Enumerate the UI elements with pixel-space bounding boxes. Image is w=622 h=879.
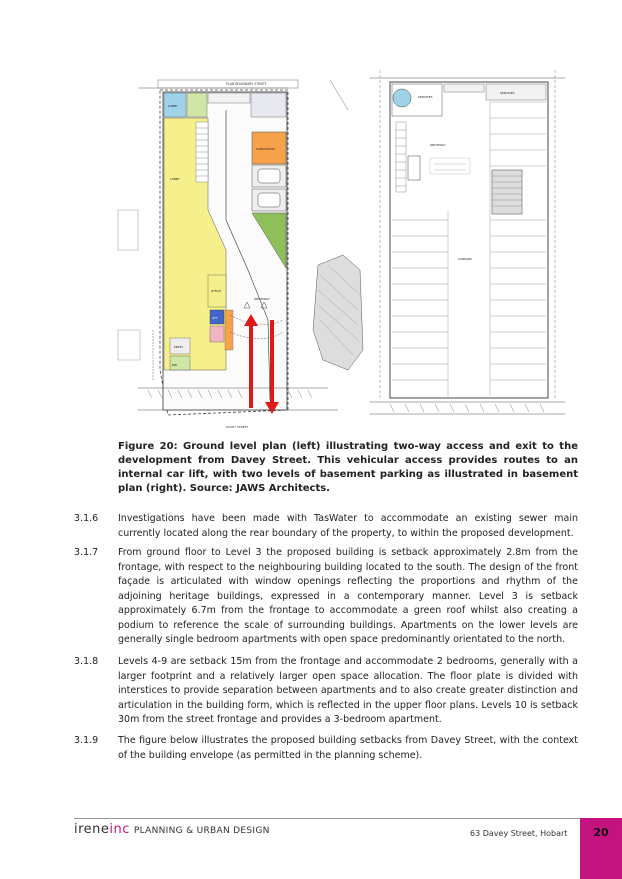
section-number: 3.1.8 (74, 656, 99, 667)
section-text: From ground floor to Level 3 the proposed building is setback approximately 2.8m from the frontage, with respect to the neighbouring building located to the south. The design of the front façade is articulated with window openings reflecting the proportions and rhythm of the adjoining heritage buildings, expressed in a contemporary manner. Level 3 is setback approximately 6.7m from the frontage to accommodate a green roof whilst also creating a podium to reference the scale of surrounding buildings. Apartments on the lower levels are generally single bedroom apartments with open space predominantly orientated to the north. (118, 547, 578, 645)
section-number: 3.1.6 (74, 513, 99, 524)
plan-label-bin: BIN (172, 363, 177, 367)
basement-plan (370, 70, 565, 435)
section-number: 3.1.9 (74, 735, 99, 746)
footer-address: 63 Davey Street, Hobart (470, 829, 568, 838)
section-number: 3.1.7 (74, 547, 99, 558)
brand-inc: inc (109, 822, 130, 837)
plan-label-driveway: DRIVEWAY (254, 297, 270, 301)
plan-label-street: DAVEY STREET (226, 425, 249, 429)
page-number-badge (580, 818, 622, 879)
basement-label-services-left: SERVICES (418, 95, 433, 99)
plan-label-lift: LIFT (212, 316, 218, 320)
brand-irene: irene (74, 822, 110, 837)
figure-caption: Figure 20: Ground level plan (left) illustrating two-way access and exit to the development from Davey Street. This vehicular access provides routes to an internal car lift, with two levels of basement parking as illustrated in basement plan (right). Source: JAWS Architects. (118, 441, 578, 494)
footer-divider (74, 818, 580, 819)
brand-subtitle: PLANNING & URBAN DESIGN (133, 826, 270, 836)
section-text: The figure below illustrates the proposed building setbacks from Davey Street, with the context of the building envelope (as permitted in the planning scheme). (118, 735, 578, 761)
plan-label-entry: ENTRY (174, 345, 184, 349)
basement-label-carpark: CARPARK (458, 257, 472, 261)
floor-plan-figure (108, 70, 568, 435)
ground-level-plan (108, 70, 368, 435)
plan-label-top-street: PLAN BOUNDARY STREET (226, 82, 267, 86)
page-number: 20 (593, 826, 609, 839)
footer-logo (74, 822, 270, 837)
section-text: Investigations have been made with TasWater to accommodate an existing sewer main currently located along the rear boundary of the property, to within the proposed development. (118, 513, 578, 539)
section-text: Levels 4-9 are setback 15m from the frontage and accommodate 2 bedrooms, generally with a larger footprint and a relatively larger open space allocation. The floor plate is divided with interstices to provide separation between apartments and to also create greater distinction and articulation in the building form, which is reflected in the upper floor plans. Levels 10 is setback 30m from the street frontage and provides a 3-bedroom apartment. (118, 656, 578, 725)
basement-label-driveway: DRIVEWAY (430, 143, 446, 147)
basement-label-services-right: SERVICES (500, 91, 515, 95)
plan-label-lobby: LOBBY (170, 177, 180, 181)
plan-label-substation: SUBSTATION (256, 147, 275, 151)
svg-text:LOBBY: LOBBY (168, 104, 178, 108)
plan-label-office: OFFICE (211, 289, 221, 293)
